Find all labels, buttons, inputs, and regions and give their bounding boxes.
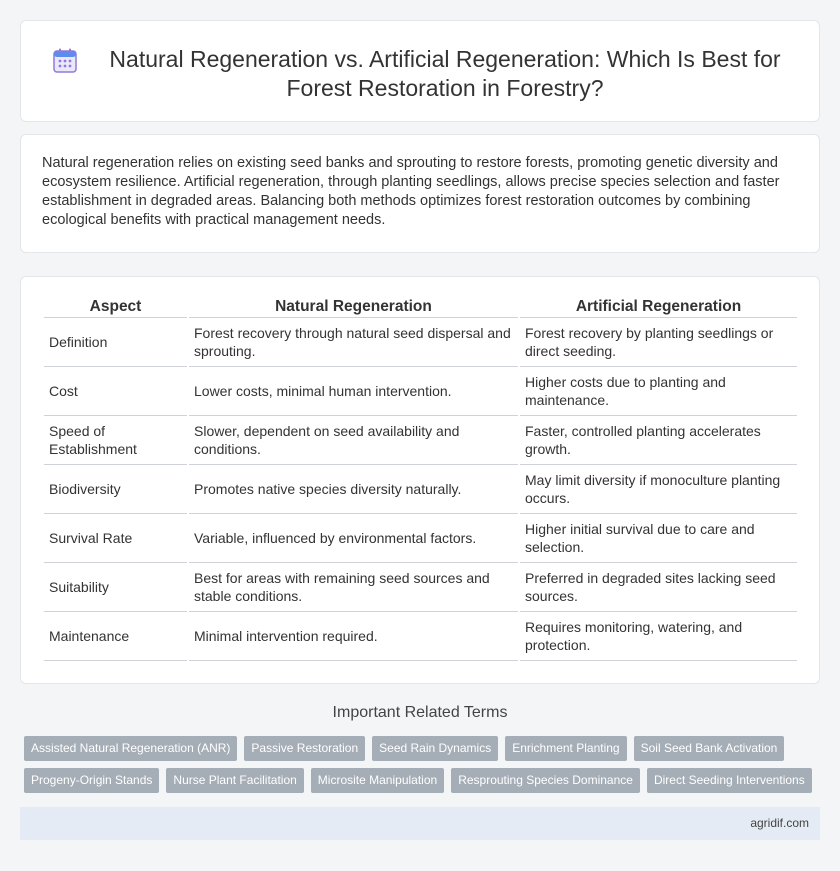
related-term-tag[interactable]: Progeny-Origin Stands <box>24 768 159 793</box>
row-aspect: Suitability <box>44 563 187 612</box>
row-aspect: Biodiversity <box>44 465 187 514</box>
row-artificial: Higher initial survival due to care and selection. <box>520 514 797 563</box>
page-title: Natural Regeneration vs. Artificial Regeneration: Which Is Best for Forest Restoration in Forestry? <box>109 46 781 101</box>
row-natural: Minimal intervention required. <box>189 612 518 661</box>
row-artificial: Faster, controlled planting accelerates growth. <box>520 416 797 465</box>
table-row <box>44 465 797 514</box>
row-artificial: Preferred in degraded sites lacking seed sources. <box>520 563 797 612</box>
row-aspect: Maintenance <box>44 612 187 661</box>
footer-bar <box>20 807 820 840</box>
comparison-card <box>20 276 820 684</box>
row-aspect: Speed of Establishment <box>44 416 187 465</box>
row-natural: Best for areas with remaining seed sources and stable conditions. <box>189 563 518 612</box>
related-term-tag[interactable]: Seed Rain Dynamics <box>372 736 498 761</box>
calendar-icon <box>51 47 79 75</box>
related-term-tag[interactable]: Direct Seeding Interventions <box>647 768 812 793</box>
intro-card <box>20 134 820 253</box>
related-terms-heading: Important Related Terms <box>332 704 508 721</box>
table-row <box>44 367 797 416</box>
table-row <box>44 416 797 465</box>
table-row <box>44 318 797 367</box>
table-row <box>44 563 797 612</box>
intro-paragraph: Natural regeneration relies on existing seed banks and sprouting to restore forests, promoting genetic diversity and ecosystem resilience. Artificial regeneration, through planting seedlings, allows precise species selection and faster establishment in degraded areas. Balancing both methods optimizes forest restoration outcomes by combining ecological benefits with practical management needs. <box>42 155 780 228</box>
row-aspect: Definition <box>44 318 187 367</box>
related-term-tag[interactable]: Resprouting Species Dominance <box>451 768 640 793</box>
row-artificial: Higher costs due to planting and maintenance. <box>520 367 797 416</box>
row-aspect: Survival Rate <box>44 514 187 563</box>
row-artificial: Requires monitoring, watering, and protection. <box>520 612 797 661</box>
row-natural: Variable, influenced by environmental factors. <box>189 514 518 563</box>
row-natural: Lower costs, minimal human intervention. <box>189 367 518 416</box>
related-term-tag[interactable]: Passive Restoration <box>244 736 365 761</box>
row-natural: Slower, dependent on seed availability and conditions. <box>189 416 518 465</box>
column-header-artificial: Artificial Regeneration <box>520 295 797 318</box>
row-natural: Promotes native species diversity naturally. <box>189 465 518 514</box>
table-row <box>44 514 797 563</box>
column-header-aspect: Aspect <box>44 295 187 318</box>
related-term-tag[interactable]: Microsite Manipulation <box>311 768 444 793</box>
related-term-tag[interactable]: Nurse Plant Facilitation <box>166 768 303 793</box>
comparison-table <box>42 295 799 661</box>
title-card <box>20 20 820 122</box>
footer-site-link[interactable]: agridif.com <box>750 816 809 830</box>
table-header-row <box>44 295 797 318</box>
column-header-natural: Natural Regeneration <box>189 295 518 318</box>
related-term-tag[interactable]: Soil Seed Bank Activation <box>634 736 785 761</box>
table-row <box>44 612 797 661</box>
row-natural: Forest recovery through natural seed dispersal and sprouting. <box>189 318 518 367</box>
row-artificial: Forest recovery by planting seedlings or direct seeding. <box>520 318 797 367</box>
related-term-tag[interactable]: Assisted Natural Regeneration (ANR) <box>24 736 237 761</box>
row-artificial: May limit diversity if monoculture planting occurs. <box>520 465 797 514</box>
related-terms-list <box>24 736 820 800</box>
related-term-tag[interactable]: Enrichment Planting <box>505 736 626 761</box>
row-aspect: Cost <box>44 367 187 416</box>
